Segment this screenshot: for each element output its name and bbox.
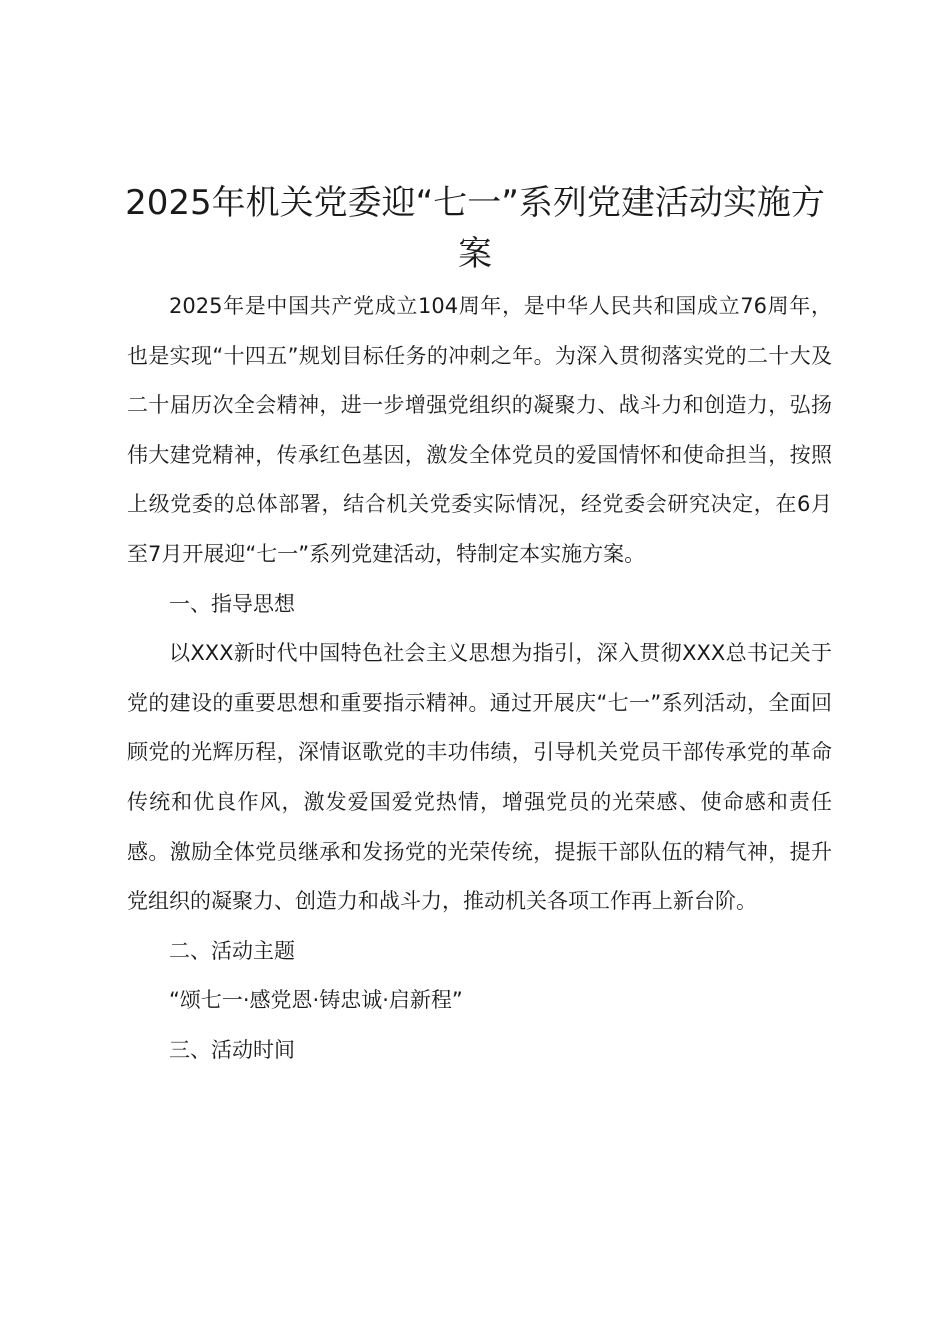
section-paragraph-activity-theme: “颂七一·感党恩·铸忠诚·启新程”	[169, 988, 463, 1013]
document-body	[127, 282, 832, 1076]
section-heading-guiding-thought: 一、指导思想	[169, 591, 295, 616]
intro-paragraph: 2025年是中国共产党成立104周年，是中华人民共和国成立76周年，也是实现“十四五”规划目标任务的冲刺之年。为深入贯彻落实党的二十大及二十届历次全会精神，进一步增强党组织的凝聚力、战斗力和创造力，弘扬伟大建党精神，传承红色基因，激发全体党员的爱国情怀和使命担当，按照上级党委的总体部署，结合机关党委实际情况，经党委会研究决定，在6月至7月开展迎“七一”系列党建活动，特制定本实施方案。	[127, 294, 832, 566]
section-heading-activity-theme: 二、活动主题	[169, 938, 295, 963]
section-paragraph-guiding-thought: 以XXX新时代中国特色社会主义思想为指引，深入贯彻XXX总书记关于党的建设的重要思想和重要指示精神。通过开展庆“七一”系列活动，全面回顾党的光辉历程，深情讴歌党的丰功伟绩，引导机关党员干部传承党的革命传统和优良作风，激发爱国爱党热情，增强党员的光荣感、使命感和责任感。激励全体党员继承和发扬党的光荣传统，提振干部队伍的精气神，提升党组织的凝聚力、创造力和战斗力，推动机关各项工作再上新台阶。	[127, 641, 832, 914]
section-heading-activity-time: 三、活动时间	[169, 1037, 295, 1062]
document-title: 2025年机关党委迎“七一”系列党建活动实施方案	[125, 183, 825, 274]
